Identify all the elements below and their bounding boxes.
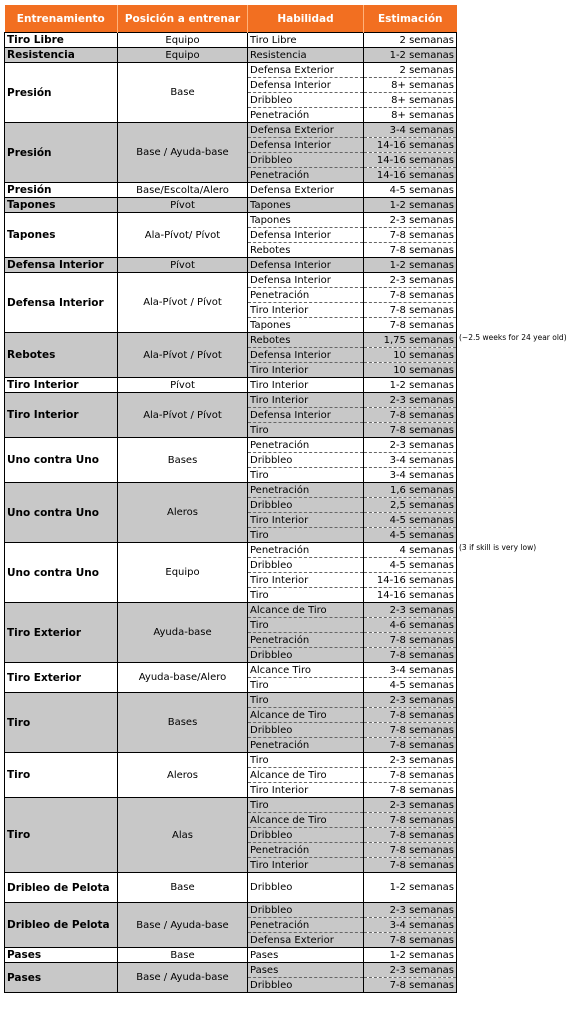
estimate-cell xyxy=(364,708,457,723)
skill-cell: Rebotes xyxy=(248,333,364,348)
table-row xyxy=(5,903,457,918)
table-row xyxy=(5,63,457,78)
skill-cell: Dribbleo xyxy=(248,828,364,843)
estimate-value: 1-2 semanas xyxy=(389,49,454,61)
estimate-cell xyxy=(364,333,567,348)
skill-cell: Defensa Interior xyxy=(248,348,364,363)
estimate-cell xyxy=(364,693,457,708)
estimate-cell xyxy=(364,618,457,633)
position-cell: Base xyxy=(118,948,248,963)
skill-cell: Tiro xyxy=(248,423,364,438)
estimate-cell xyxy=(364,843,457,858)
training-cell: Defensa Interior xyxy=(5,273,118,333)
estimate-cell xyxy=(364,108,457,123)
position-cell: Ala-Pívot / Pívot xyxy=(118,273,248,333)
estimate-value: 7-8 semanas xyxy=(389,244,454,256)
position-cell: Bases xyxy=(118,438,248,483)
position-cell: Base / Ayuda-base xyxy=(118,963,248,993)
table-row xyxy=(5,963,457,978)
training-cell: Presión xyxy=(5,123,118,183)
estimate-value: 14-16 semanas xyxy=(376,139,454,151)
estimate-cell xyxy=(364,588,457,603)
position-cell: Base xyxy=(118,63,248,123)
table-row xyxy=(5,393,457,408)
estimate-value: 2-3 semanas xyxy=(389,754,454,766)
training-cell: Presión xyxy=(5,183,118,198)
estimate-cell xyxy=(364,453,457,468)
skill-cell: Tiro Interior xyxy=(248,858,364,873)
estimate-cell xyxy=(364,288,457,303)
estimate-value: 7-8 semanas xyxy=(389,229,454,241)
estimate-cell xyxy=(364,303,457,318)
estimate-value: 2-3 semanas xyxy=(389,604,454,616)
estimate-value: 7-8 semanas xyxy=(389,634,454,646)
table-row xyxy=(5,873,457,903)
skill-cell: Defensa Exterior xyxy=(248,183,364,198)
estimate-cell xyxy=(364,168,457,183)
skill-cell: Tiro xyxy=(248,753,364,768)
estimate-cell xyxy=(364,528,457,543)
skill-cell: Dribbleo xyxy=(248,903,364,918)
estimate-value: 1-2 semanas xyxy=(389,949,454,961)
skill-cell: Tiro Interior xyxy=(248,363,364,378)
training-cell: Tiro xyxy=(5,798,118,873)
estimate-value: 7-8 semanas xyxy=(389,319,454,331)
table-row xyxy=(5,753,457,768)
estimate-value: 8+ semanas xyxy=(391,79,454,91)
skill-cell: Defensa Interior xyxy=(248,228,364,243)
training-cell: Defensa Interior xyxy=(5,258,118,273)
estimate-cell xyxy=(364,63,457,78)
estimate-value: 7-8 semanas xyxy=(389,859,454,871)
table-row xyxy=(5,603,457,618)
skill-cell: Alcance de Tiro xyxy=(248,603,364,618)
estimate-cell xyxy=(364,123,457,138)
skill-cell: Penetración xyxy=(248,738,364,753)
skill-cell: Defensa Exterior xyxy=(248,63,364,78)
skill-cell: Pases xyxy=(248,948,364,963)
table-row xyxy=(5,333,457,348)
skill-cell: Defensa Interior xyxy=(248,78,364,93)
skill-cell: Tiro Libre xyxy=(248,33,364,48)
estimate-value: 4-5 semanas xyxy=(389,559,454,571)
skill-cell: Tiro xyxy=(248,693,364,708)
estimate-cell xyxy=(364,258,457,273)
estimate-cell xyxy=(364,663,457,678)
estimate-value: 1,6 semanas xyxy=(390,484,454,496)
estimate-cell xyxy=(364,273,457,288)
estimate-cell xyxy=(364,723,457,738)
training-cell: Uno contra Uno xyxy=(5,438,118,483)
estimate-value: 7-8 semanas xyxy=(389,829,454,841)
skill-cell: Dribbleo xyxy=(248,873,364,903)
estimate-value: 14-16 semanas xyxy=(376,589,454,601)
training-cell: Rebotes xyxy=(5,333,118,378)
estimate-value: 4-5 semanas xyxy=(389,184,454,196)
training-table xyxy=(4,5,567,993)
training-cell: Tiro Interior xyxy=(5,378,118,393)
position-cell: Base / Ayuda-base xyxy=(118,903,248,948)
estimate-cell xyxy=(364,948,457,963)
position-cell: Equipo xyxy=(118,33,248,48)
skill-cell: Alcance de Tiro xyxy=(248,768,364,783)
table-row xyxy=(5,693,457,708)
position-cell: Ala-Pívot / Pívot xyxy=(118,333,248,378)
estimate-cell xyxy=(364,78,457,93)
position-cell: Equipo xyxy=(118,543,248,603)
estimate-value: 2-3 semanas xyxy=(389,964,454,976)
table-row xyxy=(5,543,457,558)
position-cell: Aleros xyxy=(118,483,248,543)
skill-cell: Tiro xyxy=(248,468,364,483)
skill-cell: Tiro Interior xyxy=(248,513,364,528)
skill-cell: Penetración xyxy=(248,918,364,933)
table-row xyxy=(5,798,457,813)
training-cell: Presión xyxy=(5,63,118,123)
skill-cell: Dribbleo xyxy=(248,153,364,168)
estimate-cell xyxy=(364,153,457,168)
estimate-cell xyxy=(364,198,457,213)
table-row xyxy=(5,663,457,678)
skill-cell: Dribbleo xyxy=(248,723,364,738)
skill-cell: Dribbleo xyxy=(248,93,364,108)
skill-cell: Defensa Interior xyxy=(248,273,364,288)
estimate-cell xyxy=(364,543,537,558)
estimate-cell xyxy=(364,858,457,873)
estimate-value: 2-3 semanas xyxy=(389,799,454,811)
estimate-cell xyxy=(364,963,457,978)
skill-cell: Defensa Interior xyxy=(248,138,364,153)
training-cell: Tapones xyxy=(5,198,118,213)
skill-cell: Pases xyxy=(248,963,364,978)
skill-cell: Defensa Interior xyxy=(248,258,364,273)
training-cell: Dribleo de Pelota xyxy=(5,903,118,948)
estimate-value: 2 semanas xyxy=(399,64,454,76)
estimate-value: 1-2 semanas xyxy=(389,199,454,211)
estimate-cell xyxy=(364,903,457,918)
estimate-value: 3-4 semanas xyxy=(389,919,454,931)
estimate-value: 7-8 semanas xyxy=(389,649,454,661)
estimate-value: 7-8 semanas xyxy=(389,409,454,421)
estimate-cell xyxy=(364,213,457,228)
skill-cell: Penetración xyxy=(248,108,364,123)
estimate-value: 1,75 semanas xyxy=(383,334,454,346)
position-cell: Base/Escolta/Alero xyxy=(118,183,248,198)
table-row xyxy=(5,258,457,273)
estimate-cell xyxy=(364,138,457,153)
skill-cell: Tapones xyxy=(248,213,364,228)
estimate-value: 14-16 semanas xyxy=(376,574,454,586)
skill-cell: Alcance Tiro xyxy=(248,663,364,678)
estimate-cell xyxy=(364,513,457,528)
skill-cell: Tiro Interior xyxy=(248,378,364,393)
header-position: Posición a entrenar xyxy=(118,5,248,33)
position-cell: Ayuda-base xyxy=(118,603,248,663)
skill-cell: Tiro xyxy=(248,588,364,603)
estimate-value: 7-8 semanas xyxy=(389,289,454,301)
estimate-value: 2-3 semanas xyxy=(389,274,454,286)
estimate-value: 7-8 semanas xyxy=(389,739,454,751)
skill-cell: Resistencia xyxy=(248,48,364,63)
position-cell: Alas xyxy=(118,798,248,873)
estimate-cell xyxy=(364,978,457,993)
estimate-cell xyxy=(364,243,457,258)
skill-cell: Penetración xyxy=(248,633,364,648)
estimate-value: 1-2 semanas xyxy=(389,259,454,271)
skill-cell: Dribbleo xyxy=(248,498,364,513)
estimate-cell xyxy=(364,348,457,363)
table-row xyxy=(5,213,457,228)
table-row xyxy=(5,33,457,48)
estimate-note: (3 if skill is very low) xyxy=(459,543,537,552)
training-cell: Tiro xyxy=(5,753,118,798)
table-row xyxy=(5,198,457,213)
estimate-cell xyxy=(364,603,457,618)
table-row xyxy=(5,48,457,63)
training-cell: Tapones xyxy=(5,213,118,258)
estimate-value: 4-5 semanas xyxy=(389,679,454,691)
skill-cell: Tiro xyxy=(248,798,364,813)
skill-cell: Tiro xyxy=(248,528,364,543)
estimate-value: 2 semanas xyxy=(399,34,454,46)
header-estimate: Estimación xyxy=(364,5,457,33)
estimate-value: 8+ semanas xyxy=(391,109,454,121)
training-cell: Uno contra Uno xyxy=(5,543,118,603)
estimate-value: 1-2 semanas xyxy=(389,379,454,391)
header-skill: Habilidad xyxy=(248,5,364,33)
estimate-cell xyxy=(364,738,457,753)
training-cell: Tiro Libre xyxy=(5,33,118,48)
estimate-value: 8+ semanas xyxy=(391,94,454,106)
position-cell: Ayuda-base/Alero xyxy=(118,663,248,693)
position-cell: Ala-Pívot / Pívot xyxy=(118,393,248,438)
estimate-cell xyxy=(364,933,457,948)
estimate-value: 3-4 semanas xyxy=(389,664,454,676)
skill-cell: Dribbleo xyxy=(248,978,364,993)
estimate-cell xyxy=(364,378,457,393)
training-cell: Pases xyxy=(5,963,118,993)
estimate-value: 3-4 semanas xyxy=(389,124,454,136)
training-cell: Pases xyxy=(5,948,118,963)
position-cell: Base / Ayuda-base xyxy=(118,123,248,183)
skill-cell: Penetración xyxy=(248,543,364,558)
training-cell: Resistencia xyxy=(5,48,118,63)
estimate-cell xyxy=(364,753,457,768)
estimate-cell xyxy=(364,393,457,408)
estimate-cell xyxy=(364,468,457,483)
skill-cell: Dribbleo xyxy=(248,453,364,468)
estimate-value: 7-8 semanas xyxy=(389,844,454,856)
table-row xyxy=(5,438,457,453)
skill-cell: Penetración xyxy=(248,483,364,498)
position-cell: Pívot xyxy=(118,258,248,273)
training-cell: Tiro xyxy=(5,693,118,753)
skill-cell: Alcance de Tiro xyxy=(248,813,364,828)
skill-cell: Dribbleo xyxy=(248,648,364,663)
estimate-cell xyxy=(364,768,457,783)
skill-cell: Tiro Interior xyxy=(248,303,364,318)
estimate-cell xyxy=(364,498,457,513)
estimate-value: 7-8 semanas xyxy=(389,724,454,736)
skill-cell: Tiro xyxy=(248,678,364,693)
estimate-cell xyxy=(364,48,457,63)
table-row xyxy=(5,378,457,393)
estimate-value: 4-6 semanas xyxy=(389,619,454,631)
skill-cell: Tiro Interior xyxy=(248,783,364,798)
estimate-note: (~2.5 weeks for 24 year old) xyxy=(459,333,567,342)
skill-cell: Defensa Interior xyxy=(248,408,364,423)
training-cell: Tiro Interior xyxy=(5,393,118,438)
table-row xyxy=(5,483,457,498)
estimate-cell xyxy=(364,438,457,453)
estimate-cell xyxy=(364,408,457,423)
estimate-value: 7-8 semanas xyxy=(389,934,454,946)
skill-cell: Penetración xyxy=(248,843,364,858)
training-cell: Dribleo de Pelota xyxy=(5,873,118,903)
skill-cell: Tiro Interior xyxy=(248,393,364,408)
estimate-cell xyxy=(364,678,457,693)
estimate-cell xyxy=(364,228,457,243)
table-row xyxy=(5,183,457,198)
estimate-cell xyxy=(364,318,457,333)
estimate-value: 2-3 semanas xyxy=(389,394,454,406)
estimate-value: 7-8 semanas xyxy=(389,784,454,796)
table-body xyxy=(5,33,567,993)
position-cell: Pívot xyxy=(118,198,248,213)
estimate-value: 4 semanas xyxy=(399,544,454,556)
estimate-value: 7-8 semanas xyxy=(389,979,454,991)
position-cell: Equipo xyxy=(118,48,248,63)
estimate-cell xyxy=(364,483,457,498)
skill-cell: Dribbleo xyxy=(248,558,364,573)
header-row xyxy=(5,5,457,33)
estimate-cell xyxy=(364,798,457,813)
estimate-value: 7-8 semanas xyxy=(389,304,454,316)
skill-cell: Defensa Exterior xyxy=(248,933,364,948)
estimate-cell xyxy=(364,363,457,378)
table-row xyxy=(5,273,457,288)
estimate-cell xyxy=(364,93,457,108)
skill-cell: Tiro xyxy=(248,618,364,633)
position-cell: Aleros xyxy=(118,753,248,798)
estimate-cell xyxy=(364,813,457,828)
estimate-value: 10 semanas xyxy=(393,364,454,376)
estimate-cell xyxy=(364,423,457,438)
estimate-value: 7-8 semanas xyxy=(389,709,454,721)
estimate-cell xyxy=(364,918,457,933)
skill-cell: Rebotes xyxy=(248,243,364,258)
estimate-value: 7-8 semanas xyxy=(389,424,454,436)
estimate-value: 2-3 semanas xyxy=(389,214,454,226)
estimate-cell xyxy=(364,33,457,48)
estimate-cell xyxy=(364,573,457,588)
estimate-cell xyxy=(364,183,457,198)
training-cell: Tiro Exterior xyxy=(5,603,118,663)
skill-cell: Tiro Interior xyxy=(248,573,364,588)
estimate-value: 2-3 semanas xyxy=(389,904,454,916)
skill-cell: Penetración xyxy=(248,438,364,453)
estimate-value: 2-3 semanas xyxy=(389,694,454,706)
position-cell: Base xyxy=(118,873,248,903)
table-row xyxy=(5,123,457,138)
skill-cell: Defensa Exterior xyxy=(248,123,364,138)
position-cell: Ala-Pívot/ Pívot xyxy=(118,213,248,258)
estimate-value: 10 semanas xyxy=(393,349,454,361)
estimate-cell xyxy=(364,828,457,843)
skill-cell: Tapones xyxy=(248,318,364,333)
estimate-value: 7-8 semanas xyxy=(389,769,454,781)
training-cell: Uno contra Uno xyxy=(5,483,118,543)
estimate-cell xyxy=(364,558,457,573)
estimate-cell xyxy=(364,873,457,903)
estimate-value: 3-4 semanas xyxy=(389,454,454,466)
skill-cell: Penetración xyxy=(248,168,364,183)
estimate-value: 4-5 semanas xyxy=(389,514,454,526)
header-training: Entrenamiento xyxy=(5,5,118,33)
estimate-value: 14-16 semanas xyxy=(376,169,454,181)
skill-cell: Alcance de Tiro xyxy=(248,708,364,723)
estimate-cell xyxy=(364,783,457,798)
estimate-value: 4-5 semanas xyxy=(389,529,454,541)
training-cell: Tiro Exterior xyxy=(5,663,118,693)
estimate-value: 1-2 semanas xyxy=(389,882,454,893)
table-row xyxy=(5,948,457,963)
position-cell: Pívot xyxy=(118,378,248,393)
estimate-cell xyxy=(364,633,457,648)
estimate-value: 7-8 semanas xyxy=(389,814,454,826)
estimate-value: 14-16 semanas xyxy=(376,154,454,166)
estimate-value: 3-4 semanas xyxy=(389,469,454,481)
skill-cell: Penetración xyxy=(248,288,364,303)
position-cell: Bases xyxy=(118,693,248,753)
estimate-value: 2,5 semanas xyxy=(390,499,454,511)
estimate-value: 2-3 semanas xyxy=(389,439,454,451)
skill-cell: Tapones xyxy=(248,198,364,213)
estimate-cell xyxy=(364,648,457,663)
